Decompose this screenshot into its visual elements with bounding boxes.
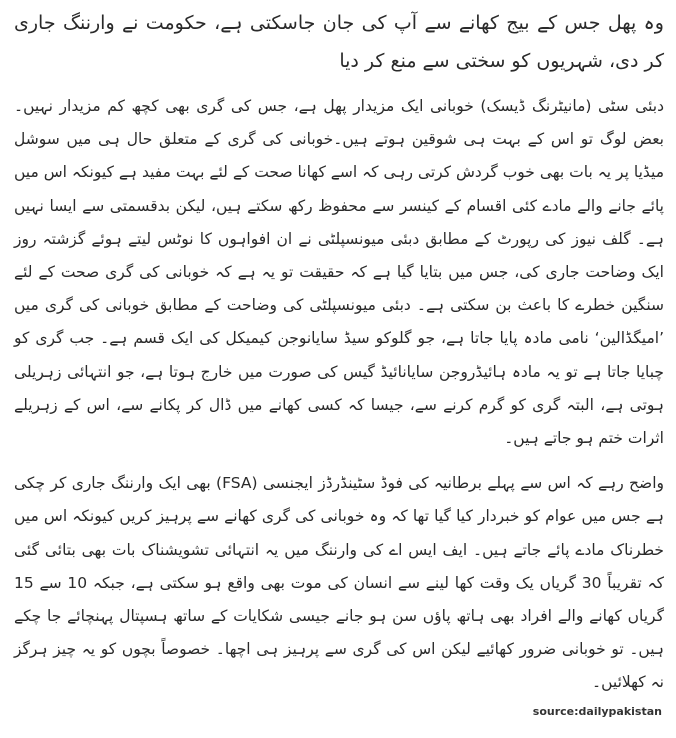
- source-credit: source:dailypakistan: [532, 705, 662, 718]
- article-paragraph-2: واضح رہے کہ اس سے پہلے برطانیہ کی فوڈ سٹینڈرڈز ایجنسی (FSA) بھی ایک وارننگ جاری کر چکی ہے جس میں عوام کو خبردار کیا گیا تھا کہ وہ خوبانی کی گری کھانے سے پرہیز کریں کیونکہ اس میں خطرناک مادے پائے جاتے ہیں۔ ایف ایس اے کی وارننگ میں یہ انتہائی تشویشناک بات بھی بتائی گئی کہ تقریباً 30 گریاں یک وقت کھا لینے سے انسان کی موت بھی واقع ہو سکتی ہے، جبکہ 10 سے 15 گریاں کھانے والے افراد بھی ہاتھ پاؤں سن ہو جانے جیسی شکایات کے ساتھ ہسپتال پہنچائے جا چکے ہیں۔ تو خوبانی ضرور کھائیے لیکن اس کی گری سے پرہیز ہی اچھا۔ خصوصاً بچوں کو یہ چیز ہرگز نہ کھلائیں۔: [14, 474, 664, 692]
- news-article: [14, 4, 664, 712]
- article-headline: وہ پھل جس کے بیج کھانے سے آپ کی جان جاسکتی ہے، حکومت نے وارننگ جاری کر دی، شہریوں کو سختی سے منع کر دیا: [14, 12, 664, 72]
- article-paragraph-1: دبئی سٹی (مانیٹرنگ ڈیسک) خوبانی ایک مزیدار پھل ہے، جس کی گری بھی کچھ کم مزیدار نہیں۔ بعض لوگ تو اس کے بہت ہی شوقین ہوتے ہیں۔خوبانی کی گری کے متعلق حال ہی میں سوشل میڈیا پر یہ بات بھی خوب گردش کرتی رہی کہ اسے کھانا صحت کے لئے بہت مفید ہے کیونکہ اس میں پائے جانے والے مادے کئی اقسام کے کینسر سے محفوظ رکھ سکتے ہیں، لیکن بدقسمتی سے ایسا نہیں ہے۔ گلف نیوز کی رپورٹ کے مطابق دبئی میونسپلٹی نے ان افواہوں کا نوٹس لیتے ہوئے گزشتہ روز ایک وضاحت جاری کی، جس میں بتایا گیا ہے کہ حقیقت تو یہ ہے کہ خوبانی کی گری صحت کے لئے سنگین خطرے کا باعث بن سکتی ہے۔ دبئی میونسپلٹی کی وضاحت کے مطابق خوبانی کی گری میں ’امیگڈالین‘ نامی مادہ پایا جاتا ہے، جو گلوکو سیڈ سایانوجن کیمیکل کی ایک قسم ہے۔ جب گری کو چبایا جاتا ہے تو یہ مادہ ہائیڈروجن سایانائیڈ گیس کی صورت میں خارج ہوتا ہے، جو انتہائی زہریلی ہوتی ہے، البتہ گری کو گرم کرنے سے، جیسا کہ کسی کھانے میں ڈال کر پکانے سے، اس کے زہریلے اثرات ختم ہو جاتے ہیں۔: [14, 97, 664, 448]
